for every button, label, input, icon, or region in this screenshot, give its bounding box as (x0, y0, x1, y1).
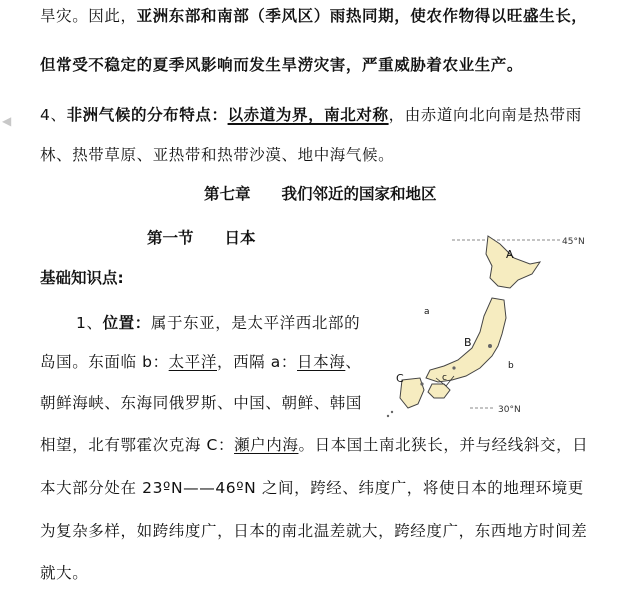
hokkaido-island (486, 236, 540, 288)
label-upper-B: B (464, 336, 472, 349)
margin-mark: ◀ (2, 114, 12, 128)
label-lower-b: b (508, 361, 514, 371)
geography-line-4: 就大。 (40, 564, 89, 582)
africa-key-point: 以赤道为界，南北对称 (227, 106, 389, 124)
shikoku-island (428, 384, 450, 398)
chapter-title: 第七章 我们邻近的国家和地区 (204, 185, 437, 203)
section-title: 第一节 日本 (147, 229, 256, 247)
monsoon-highlight: 亚洲东部和南部（季风区）雨热同期，使农作物得以旺盛生长， (136, 7, 588, 25)
geography-line-2: 本大部分处在 23ºN——46ºN 之间，跨经、纬度广，将使日本的地理环境更 (40, 479, 584, 497)
label-upper-C: C (396, 372, 404, 385)
paragraph-line-2: 但常受不稳定的夏季风影响而发生旱涝灾害，严重威胁着农业生产。 (40, 56, 524, 74)
pacific-ocean-term: 太平洋 (168, 353, 217, 371)
geography-line-1: 相望，北有鄂霍次克海 C：瀬户内海。日本国土南北狭长，并与经线斜交，日 (40, 436, 589, 454)
paragraph-line-1: 旱灾。因此，亚洲东部和南部（季风区）雨热同期，使农作物得以旺盛生长， (40, 7, 588, 25)
lat-45-label: 45°N (562, 237, 585, 247)
neighbors-line-2: 朝鲜海峡、东海同俄罗斯、中国、朝鲜、韩国 (40, 394, 363, 412)
label-lower-a: a (424, 307, 430, 317)
lat-30-label: 30°N (498, 405, 521, 415)
japan-map (380, 228, 585, 418)
geography-line-3: 为复杂多样，如跨纬度广，日本的南北温差就大，跨经度广，东西地方时间差 (40, 522, 588, 540)
paragraph-line-3: 4、非洲气候的分布特点：以赤道为界，南北对称，由赤道向北向南是热带雨 (40, 106, 582, 124)
japan-islands (400, 236, 540, 408)
ryukyu-islands (387, 411, 393, 417)
label-lower-c: c (442, 373, 447, 383)
basics-label: 基础知识点: (40, 269, 124, 287)
label-upper-A: A (506, 248, 514, 261)
sea-of-japan-term: 日本海 (297, 353, 346, 371)
paragraph-line-4: 林、热带草原、亚热带和热带沙漠、地中海气候。 (40, 146, 395, 164)
location-line: 1、位置：属于东亚，是太平洋西北部的 (76, 314, 361, 332)
inland-sea-term: 瀬户内海 (234, 436, 299, 454)
neighbors-line-1: 岛国。东面临 b：太平洋，西隔 a：日本海、 (40, 353, 362, 371)
